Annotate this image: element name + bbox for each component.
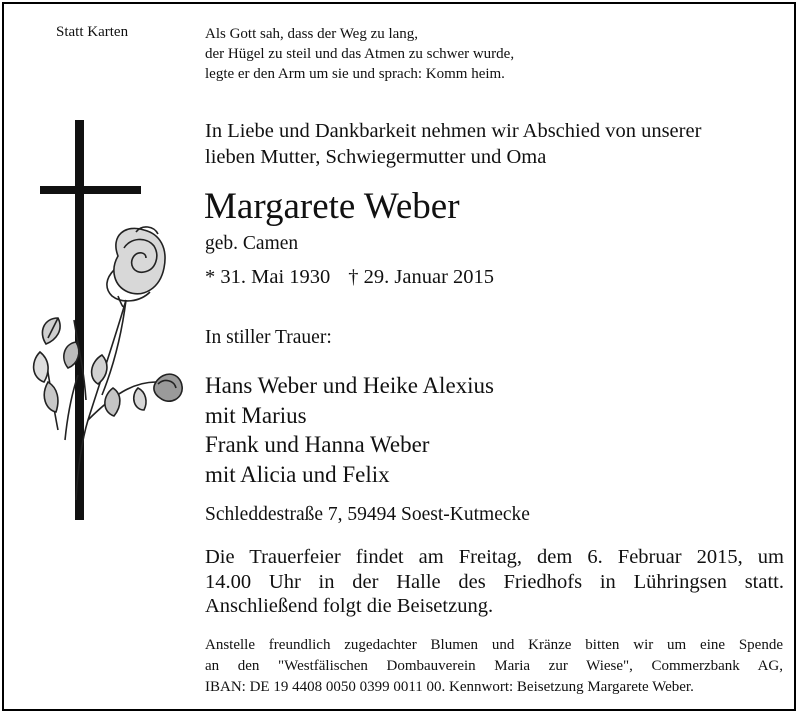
verse xyxy=(205,24,514,84)
maiden-name: geb. Camen xyxy=(205,233,299,254)
mourner-line: mit Alicia und Felix xyxy=(205,461,390,487)
cross-with-rose-artwork xyxy=(18,120,188,520)
verse-line: der Hügel zu steil und das Atmen zu schwer wurde, xyxy=(205,46,515,62)
family-address: Schleddestraße 7, 59494 Soest-Kutmecke xyxy=(205,504,530,525)
funeral-line: 14.00 Uhr in der Halle des Friedhofs in Lühringsen statt. xyxy=(205,570,784,593)
intro-text xyxy=(205,118,701,170)
mourner-line: mit Marius xyxy=(205,402,307,428)
verse-line: Als Gott sah, dass der Weg zu lang, xyxy=(205,26,419,42)
funeral-line: Die Trauerfeier findet am Freitag, dem 6. Februar 2015, um xyxy=(205,546,784,568)
mourner-line: Frank und Hanna Weber xyxy=(205,432,430,457)
obituary-notice xyxy=(2,2,796,711)
intro-line: In Liebe und Dankbarkeit nehmen wir Abschied von unserer xyxy=(205,120,702,142)
funeral-line: Anschließend folgt die Beisetzung. xyxy=(205,595,494,617)
rose-icon xyxy=(34,227,183,500)
life-dates xyxy=(205,266,494,289)
verse-line: legte er den Arm um sie und sprach: Komm heim. xyxy=(205,66,505,82)
deceased-name: Margarete Weber xyxy=(204,186,460,227)
death-date: † 29. Januar 2015 xyxy=(348,266,495,288)
donation-note xyxy=(205,635,783,698)
mourner-line: Hans Weber und Heike Alexius xyxy=(205,373,494,398)
donation-line: IBAN: DE 19 4408 0050 0399 0011 00. Kennwort: Beisetzung Margarete Weber. xyxy=(205,679,694,695)
mourners-list xyxy=(205,371,494,489)
funeral-details xyxy=(205,545,784,619)
mourning-label: In stiller Trauer: xyxy=(205,327,332,348)
donation-line: an den "Westfälischen Dombauverein Maria zur Wiese", Commerzbank AG, xyxy=(205,658,783,674)
birth-date: * 31. Mai 1930 xyxy=(205,266,331,288)
intro-line: lieben Mutter, Schwiegermutter und Oma xyxy=(205,146,547,168)
statt-karten-label: Statt Karten xyxy=(56,24,129,40)
donation-line: Anstelle freundlich zugedachter Blumen und Kränze bitten wir um eine Spende xyxy=(205,637,783,653)
